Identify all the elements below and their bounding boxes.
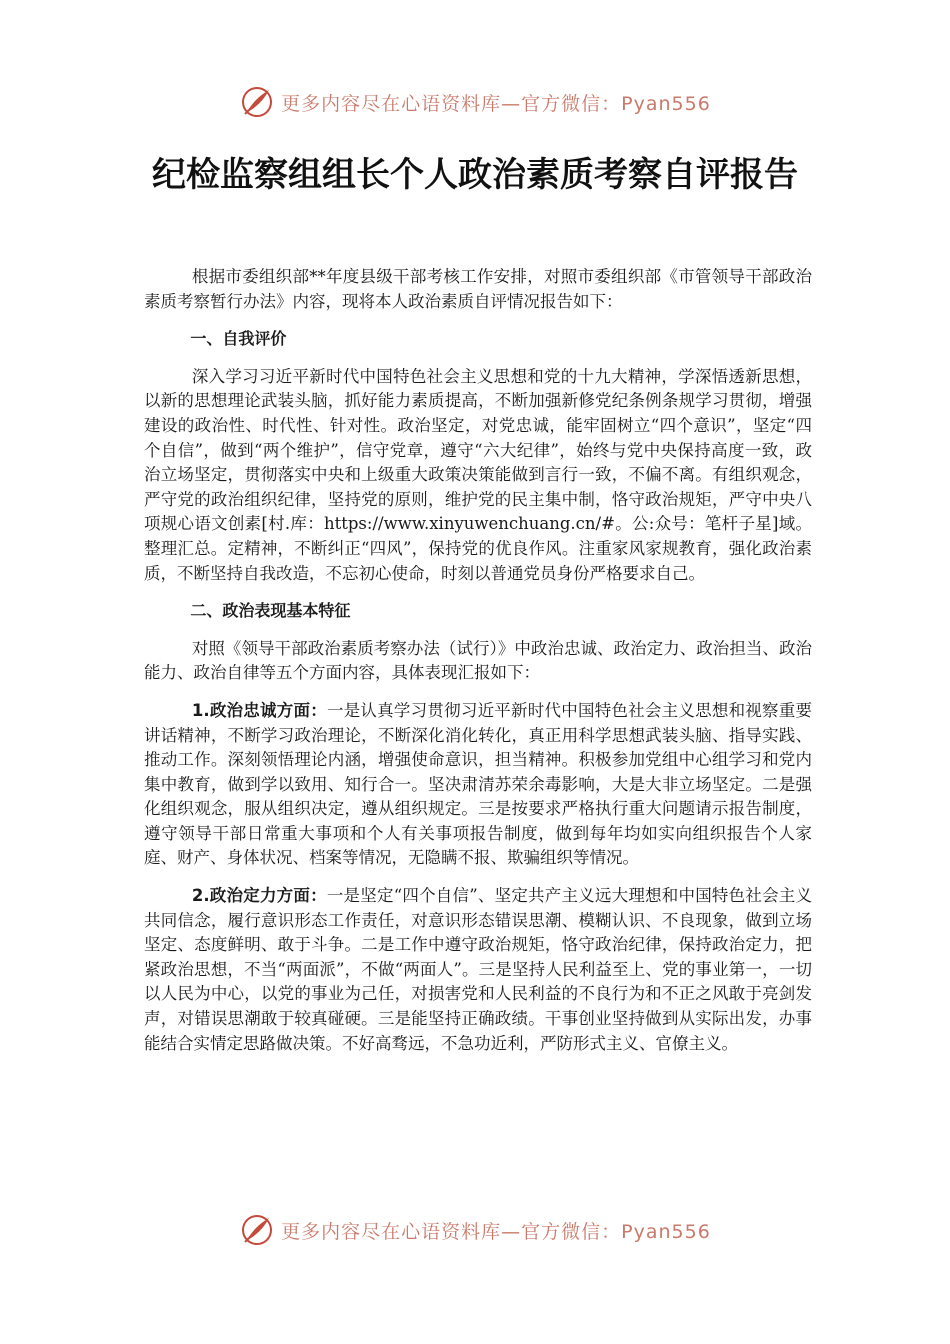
section-2-intro-paragraph: 对照《领导干部政治素质考察办法（试行）》中政治忠诚、政治定力、政治担当、政治能力、政治自律等五个方面内容，具体表现汇报如下： xyxy=(144,638,812,683)
item-1-lead: 1.政治忠诚方面： xyxy=(191,700,327,720)
footer-banner-text: 更多内容尽在心语资料库—官方微信：Pyan556 xyxy=(281,1220,711,1243)
intro-paragraph: 根据市委组织部**年度县级干部考核工作安排，对照市委组织部《市管领导干部政治素质考察暂行办法》内容，现将本人政治素质自评情况报告如下： xyxy=(144,267,812,311)
section-1-heading: 一、自我评价 xyxy=(190,329,287,349)
header-banner-text: 更多内容尽在心语资料库—官方微信：Pyan556 xyxy=(281,92,711,115)
section-2-heading: 二、政治表现基本特征 xyxy=(190,601,351,621)
item-1-paragraph xyxy=(144,699,812,871)
quill-logo-icon xyxy=(239,84,275,120)
item-1-body: 一是认真学习贯彻习近平新时代中国特色社会主义思想和视察重要讲话精神，不断学习政治理论，不断深化消化转化，真正用科学思想武装头脑、指导实践、推动工作。深刻领悟理论内涵，增强使命意识，担当精神。积极参加党组中心组学习和党内集中教育，做到学以致用、知行合一。坚决肃清苏荣余毒影响，大是大非立场坚定。二是强化组织观念，服从组织决定，遵从组织规定。三是按要求严格执行重大问题请示报告制度，遵守领导干部日常重大事项和个人有关事项报告制度，做到每年均如实向组织报告个人家庭、财产、身体状况、档案等情况，无隐瞒不报、欺骗组织等情况。 xyxy=(144,700,813,868)
quill-logo-icon xyxy=(239,1212,275,1248)
item-2-paragraph xyxy=(144,884,812,1056)
item-2-body: 一是坚定“四个自信”、坚定共产主义远大理想和中国特色社会主义共同信念，履行意识形态工作责任，对意识形态错误思潮、模糊认识、不良现象，做到立场坚定、态度鲜明、敢于斗争。二是工作中遵守政治规矩，恪守政治纪律，保持政治定力，把紧政治思想，不当“两面派”，不做“两面人”。三是坚持人民利益至上、党的事业第一，一切以人民为中心，以党的事业为己任，对损害党和人民利益的不良行为和不正之风敢于亮剑发声，对错误思潮敢于较真碰硬。三是能坚持正确政绩。干事创业坚持做到从实际出发，办事能结合实情定思路做决策。不好高骛远，不急功近利，严防形式主义、官僚主义。 xyxy=(144,886,813,1053)
header-banner xyxy=(0,82,950,122)
document-body xyxy=(144,265,812,1069)
item-2-lead: 2.政治定力方面： xyxy=(191,886,327,906)
footer-banner xyxy=(0,1210,950,1250)
document-title: 纪检监察组组长个人政治素质考察自评报告 xyxy=(152,155,798,195)
section-1-paragraph: 深入学习习近平新时代中国特色社会主义思想和党的十九大精神，学深悟透新思想，以新的思想理论武装头脑，抓好能力素质提高，不断加强新修党纪条例条规学习贯彻，增强建设的政治性、时代性、针对性。政治坚定，对党忠诚，能牢固树立“四个意识”，坚定“四个自信”，做到“两个维护”，信守党章，遵守“六大纪律”，始终与党中央保持高度一致，政治立场坚定，贯彻落实中央和上级重大政策决策能做到言行一致，不偏不离。有组织观念，严守党的政治组织纪律，坚持党的原则，维护党的民主集中制，恪守政治规矩，严守中央八项规心语文创素[村.库：https://www.xinyuwenchuang.cn/#。公:众号：笔杆子星]域。整理汇总。定精神，不断纠正“四风”，保持党的优良作风。注重家风家规教育，强化政治素质，不断坚持自我改造，不忘初心使命，时刻以普通党员身份严格要求自己。 xyxy=(144,366,812,583)
